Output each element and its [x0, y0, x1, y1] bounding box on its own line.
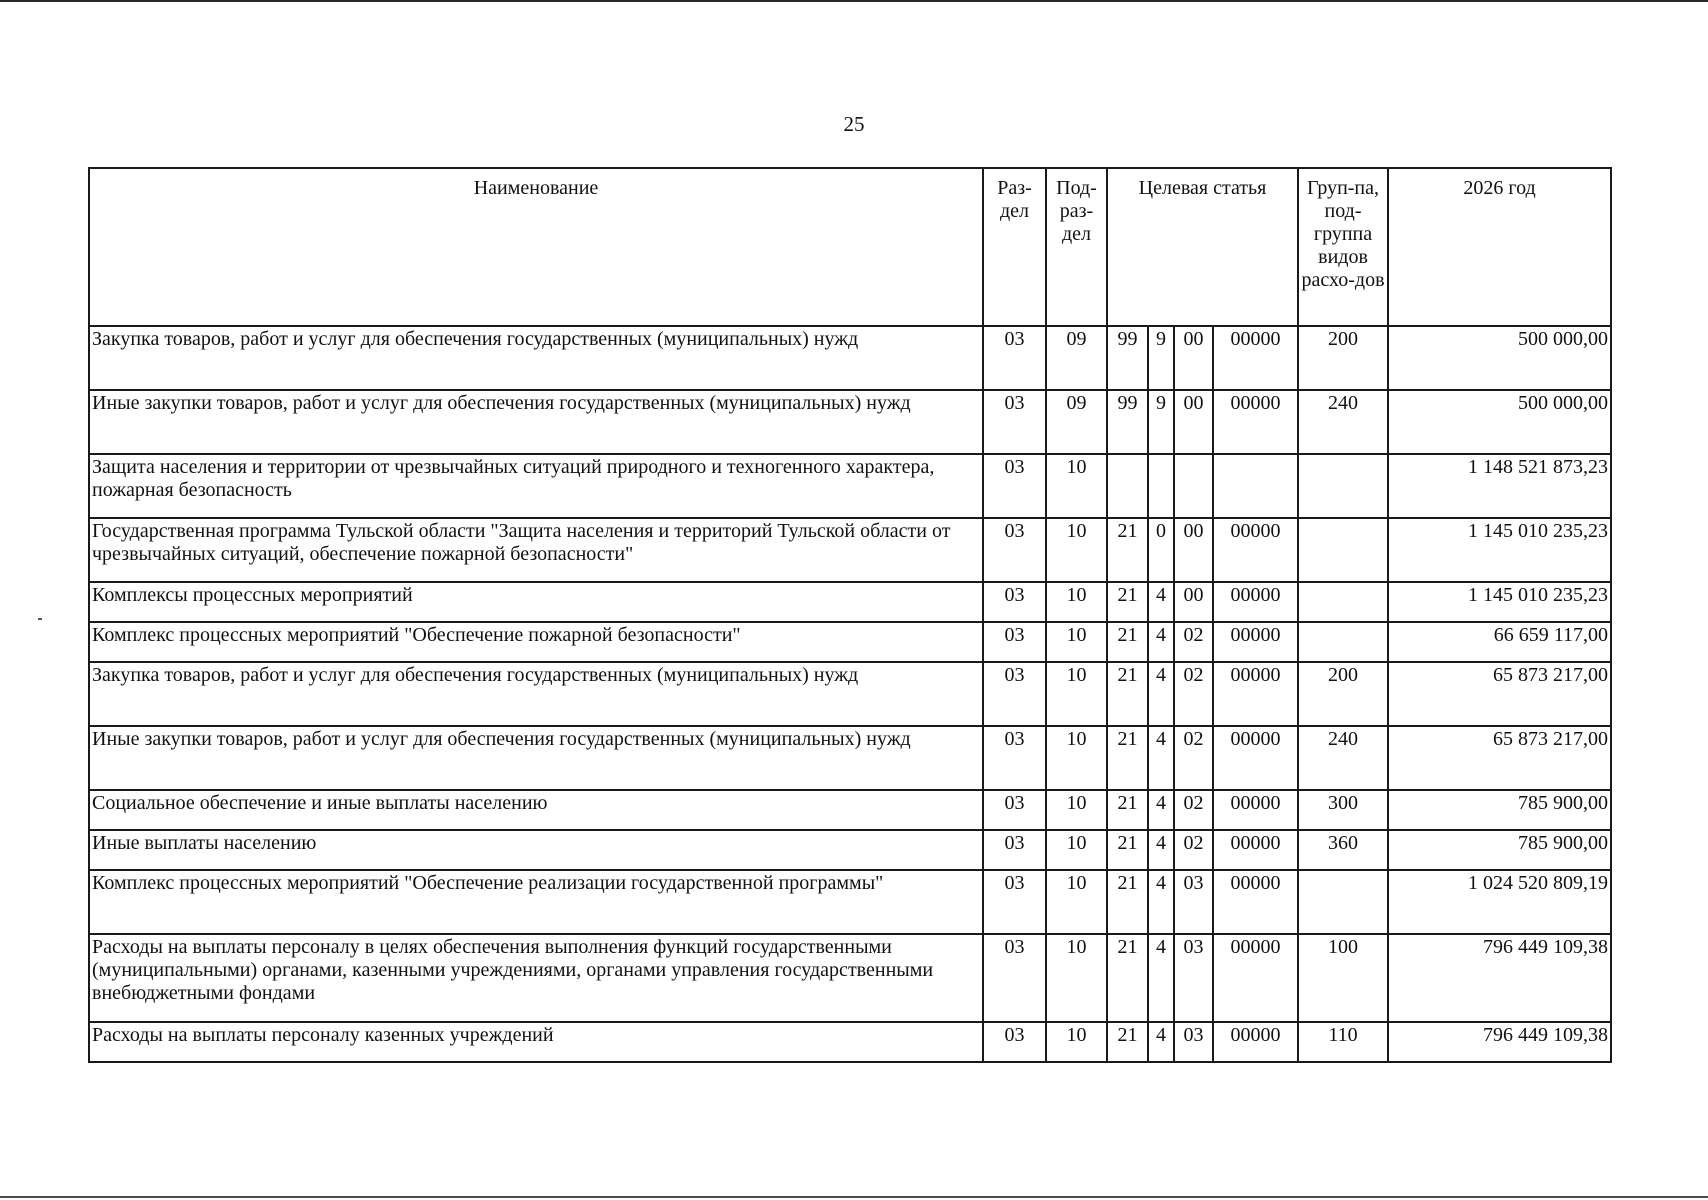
- cell-name: Иные выплаты населению: [89, 830, 983, 870]
- header-expense-group: Груп-па, под-группа видов расхо-дов: [1298, 168, 1388, 326]
- cell-razdel: 03: [983, 454, 1046, 518]
- cell-amount-2026: 500 000,00: [1388, 326, 1611, 390]
- cell-podrazdel: 10: [1046, 662, 1107, 726]
- cell-target-program: 21: [1107, 662, 1148, 726]
- cell-podrazdel: 10: [1046, 454, 1107, 518]
- cell-target-direction: 00000: [1213, 622, 1298, 662]
- cell-razdel: 03: [983, 326, 1046, 390]
- header-name: Наименование: [89, 168, 983, 326]
- cell-target-event: 00: [1174, 390, 1213, 454]
- cell-target-direction: 00000: [1213, 518, 1298, 582]
- cell-expense-group: 100: [1298, 934, 1388, 1022]
- scan-edge-bottom: [0, 1196, 1708, 1198]
- table-row: [89, 830, 1611, 870]
- page-number: 25: [843, 112, 865, 136]
- cell-target-event: 03: [1174, 1022, 1213, 1062]
- cell-razdel: 03: [983, 622, 1046, 662]
- cell-target-event: 02: [1174, 662, 1213, 726]
- cell-name: Закупка товаров, работ и услуг для обеспечения государственных (муниципальных) нужд: [89, 662, 983, 726]
- table-row: [89, 1022, 1611, 1062]
- cell-expense-group: [1298, 454, 1388, 518]
- cell-target-event: 03: [1174, 934, 1213, 1022]
- cell-razdel: 03: [983, 934, 1046, 1022]
- scan-speck: [38, 618, 42, 620]
- cell-expense-group: 200: [1298, 326, 1388, 390]
- cell-target-subprogram: [1148, 454, 1174, 518]
- cell-target-subprogram: 4: [1148, 582, 1174, 622]
- cell-target-subprogram: 4: [1148, 790, 1174, 830]
- cell-amount-2026: 796 449 109,38: [1388, 934, 1611, 1022]
- cell-expense-group: 240: [1298, 726, 1388, 790]
- cell-target-program: [1107, 454, 1148, 518]
- cell-amount-2026: 500 000,00: [1388, 390, 1611, 454]
- cell-expense-group: [1298, 622, 1388, 662]
- table-row: [89, 390, 1611, 454]
- cell-amount-2026: 66 659 117,00: [1388, 622, 1611, 662]
- cell-amount-2026: 65 873 217,00: [1388, 726, 1611, 790]
- cell-podrazdel: 10: [1046, 582, 1107, 622]
- cell-target-program: 21: [1107, 934, 1148, 1022]
- cell-target-subprogram: 4: [1148, 1022, 1174, 1062]
- cell-name: Комплексы процессных мероприятий: [89, 582, 983, 622]
- cell-amount-2026: 1 145 010 235,23: [1388, 518, 1611, 582]
- cell-podrazdel: 10: [1046, 518, 1107, 582]
- cell-podrazdel: 09: [1046, 390, 1107, 454]
- cell-target-subprogram: 4: [1148, 870, 1174, 934]
- cell-target-direction: 00000: [1213, 662, 1298, 726]
- cell-target-program: 21: [1107, 870, 1148, 934]
- cell-name: Социальное обеспечение и иные выплаты населению: [89, 790, 983, 830]
- table-row: [89, 582, 1611, 622]
- cell-target-direction: 00000: [1213, 582, 1298, 622]
- table-row: [89, 326, 1611, 390]
- cell-name: Закупка товаров, работ и услуг для обеспечения государственных (муниципальных) нужд: [89, 326, 983, 390]
- cell-podrazdel: 10: [1046, 790, 1107, 830]
- table-row: [89, 934, 1611, 1022]
- cell-target-direction: 00000: [1213, 726, 1298, 790]
- cell-target-direction: 00000: [1213, 1022, 1298, 1062]
- cell-razdel: 03: [983, 390, 1046, 454]
- cell-podrazdel: 10: [1046, 830, 1107, 870]
- cell-target-program: 21: [1107, 582, 1148, 622]
- header-podrazdel: Под-раз-дел: [1046, 168, 1107, 326]
- cell-target-program: 21: [1107, 790, 1148, 830]
- cell-name: Защита населения и территории от чрезвычайных ситуаций природного и техногенного характера, пожарная безопасность: [89, 454, 983, 518]
- cell-expense-group: 240: [1298, 390, 1388, 454]
- cell-target-event: 03: [1174, 870, 1213, 934]
- cell-target-event: 02: [1174, 726, 1213, 790]
- cell-target-event: 00: [1174, 518, 1213, 582]
- cell-target-event: 02: [1174, 830, 1213, 870]
- cell-target-event: 02: [1174, 622, 1213, 662]
- cell-podrazdel: 09: [1046, 326, 1107, 390]
- header-razdel: Раз-дел: [983, 168, 1046, 326]
- cell-target-direction: 00000: [1213, 934, 1298, 1022]
- cell-target-program: 21: [1107, 518, 1148, 582]
- cell-target-subprogram: 4: [1148, 622, 1174, 662]
- cell-podrazdel: 10: [1046, 1022, 1107, 1062]
- cell-target-direction: 00000: [1213, 830, 1298, 870]
- cell-expense-group: 200: [1298, 662, 1388, 726]
- cell-target-event: 00: [1174, 582, 1213, 622]
- cell-podrazdel: 10: [1046, 870, 1107, 934]
- table-row: [89, 662, 1611, 726]
- cell-target-event: 02: [1174, 790, 1213, 830]
- budget-table: [88, 167, 1612, 1063]
- table-header-row: [89, 168, 1611, 326]
- table-row: [89, 622, 1611, 662]
- cell-target-subprogram: 4: [1148, 830, 1174, 870]
- cell-name: Комплекс процессных мероприятий "Обеспечение реализации государственной программы": [89, 870, 983, 934]
- cell-amount-2026: 1 148 521 873,23: [1388, 454, 1611, 518]
- cell-razdel: 03: [983, 662, 1046, 726]
- cell-target-program: 21: [1107, 726, 1148, 790]
- cell-name: Расходы на выплаты персоналу казенных учреждений: [89, 1022, 983, 1062]
- cell-target-program: 21: [1107, 1022, 1148, 1062]
- cell-target-event: [1174, 454, 1213, 518]
- header-target-article: Целевая статья: [1107, 168, 1298, 326]
- cell-podrazdel: 10: [1046, 934, 1107, 1022]
- cell-razdel: 03: [983, 870, 1046, 934]
- cell-podrazdel: 10: [1046, 726, 1107, 790]
- table-row: [89, 454, 1611, 518]
- header-year-2026: 2026 год: [1388, 168, 1611, 326]
- cell-amount-2026: 1 024 520 809,19: [1388, 870, 1611, 934]
- cell-target-program: 99: [1107, 326, 1148, 390]
- cell-amount-2026: 785 900,00: [1388, 830, 1611, 870]
- cell-expense-group: 110: [1298, 1022, 1388, 1062]
- cell-expense-group: [1298, 582, 1388, 622]
- cell-target-subprogram: 9: [1148, 390, 1174, 454]
- cell-razdel: 03: [983, 790, 1046, 830]
- cell-name: Иные закупки товаров, работ и услуг для обеспечения государственных (муниципальных) нужд: [89, 390, 983, 454]
- cell-razdel: 03: [983, 830, 1046, 870]
- cell-expense-group: 360: [1298, 830, 1388, 870]
- cell-target-direction: 00000: [1213, 390, 1298, 454]
- cell-amount-2026: 1 145 010 235,23: [1388, 582, 1611, 622]
- cell-expense-group: [1298, 518, 1388, 582]
- table-row: [89, 790, 1611, 830]
- scan-edge-top: [0, 0, 1708, 2]
- cell-target-direction: 00000: [1213, 326, 1298, 390]
- cell-target-program: 21: [1107, 830, 1148, 870]
- cell-target-subprogram: 4: [1148, 662, 1174, 726]
- cell-target-direction: 00000: [1213, 790, 1298, 830]
- cell-target-direction: [1213, 454, 1298, 518]
- cell-target-subprogram: 4: [1148, 934, 1174, 1022]
- cell-target-event: 00: [1174, 326, 1213, 390]
- cell-amount-2026: 65 873 217,00: [1388, 662, 1611, 726]
- cell-name: Иные закупки товаров, работ и услуг для обеспечения государственных (муниципальных) нужд: [89, 726, 983, 790]
- cell-razdel: 03: [983, 1022, 1046, 1062]
- cell-razdel: 03: [983, 582, 1046, 622]
- cell-podrazdel: 10: [1046, 622, 1107, 662]
- cell-target-subprogram: 9: [1148, 326, 1174, 390]
- cell-expense-group: 300: [1298, 790, 1388, 830]
- cell-target-subprogram: 0: [1148, 518, 1174, 582]
- cell-name: Государственная программа Тульской области "Защита населения и территорий Тульской области от чрезвычайных ситуаций, обеспечение пожарной безопасности": [89, 518, 983, 582]
- cell-target-program: 21: [1107, 622, 1148, 662]
- cell-amount-2026: 796 449 109,38: [1388, 1022, 1611, 1062]
- cell-target-direction: 00000: [1213, 870, 1298, 934]
- cell-name: Комплекс процессных мероприятий "Обеспечение пожарной безопасности": [89, 622, 983, 662]
- cell-target-program: 99: [1107, 390, 1148, 454]
- cell-amount-2026: 785 900,00: [1388, 790, 1611, 830]
- cell-name: Расходы на выплаты персоналу в целях обеспечения выполнения функций государственными (муниципальными) органами, казенными учреждениями, органами управления государственными внебюджетными фондами: [89, 934, 983, 1022]
- cell-razdel: 03: [983, 726, 1046, 790]
- cell-target-subprogram: 4: [1148, 726, 1174, 790]
- table-row: [89, 870, 1611, 934]
- cell-razdel: 03: [983, 518, 1046, 582]
- table-row: [89, 726, 1611, 790]
- table-row: [89, 518, 1611, 582]
- cell-expense-group: [1298, 870, 1388, 934]
